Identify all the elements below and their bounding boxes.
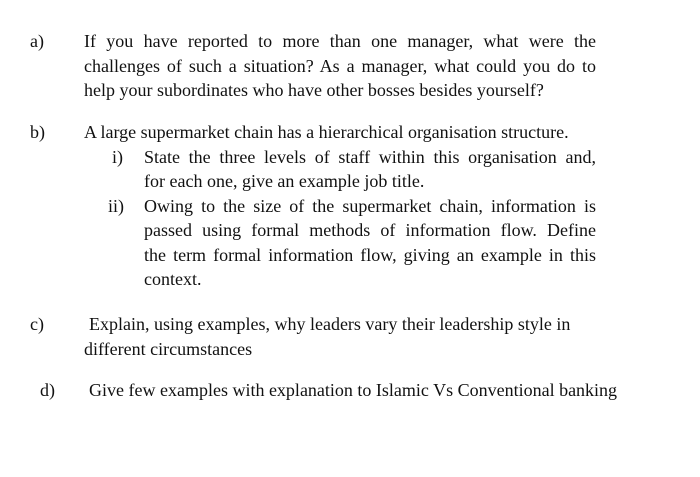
text-line: for each one, give an example job title. xyxy=(144,171,425,191)
question-text xyxy=(84,312,570,361)
subpart-label: ii) xyxy=(108,195,124,216)
text-line: different circumstances xyxy=(84,338,253,359)
subpart-text xyxy=(144,194,596,292)
question-intro: A large supermarket chain has a hierarchical organisation structure. xyxy=(84,122,569,142)
text-line: passed using formal methods of information flow. Define xyxy=(144,220,596,240)
question-label: d) xyxy=(40,380,55,400)
question-text xyxy=(84,29,596,103)
subpart-text xyxy=(144,145,596,194)
question-text xyxy=(89,378,617,403)
text-line: the term formal information flow, giving an example in this xyxy=(144,244,596,265)
text-line: State the three levels of staff within this organisation and, xyxy=(144,146,596,167)
question-label: a) xyxy=(30,31,44,51)
text-line: challenges of such a situation? As a manager, what could you do to xyxy=(84,55,596,76)
text-line: If you have reported to more than one manager, what were the xyxy=(84,31,596,51)
question-label: b) xyxy=(30,122,45,142)
text-line: Owing to the size of the supermarket chain, information is xyxy=(144,195,596,216)
question-label: c) xyxy=(30,314,44,334)
text-line: Explain, using examples, why leaders vary their leadership style in xyxy=(89,314,571,334)
text-line: help your subordinates who have other bosses besides yourself? xyxy=(84,80,544,100)
text-line: context. xyxy=(144,269,202,289)
subpart-label: i) xyxy=(112,146,123,167)
text-line: Give few examples with explanation to Islamic Vs Conventional banking xyxy=(89,380,618,400)
